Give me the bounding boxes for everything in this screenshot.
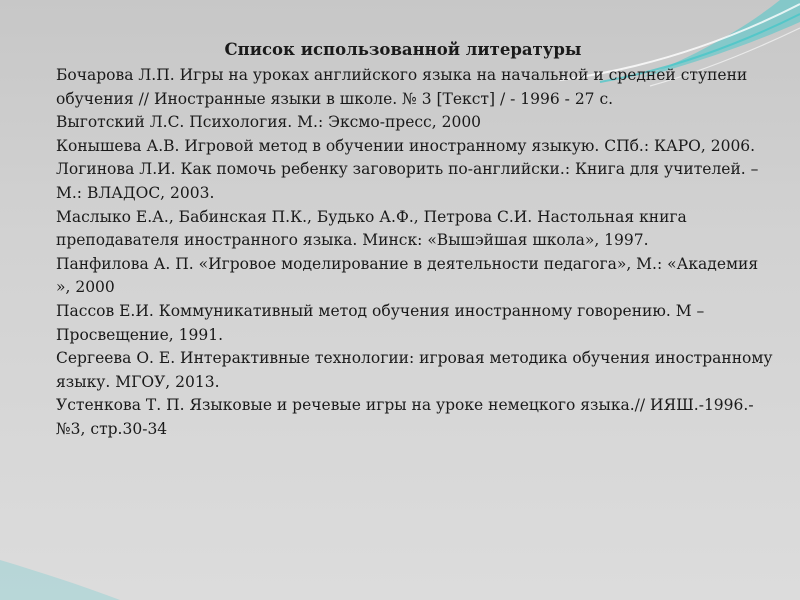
reference-item: Маслыко Е.А., Бабинская П.К., Будько А.Ф., Петрова С.И. Настольная книга преподавателя иностранного языка. Минск: «Вышэйшая школа», 1997. — [56, 207, 687, 250]
reference-list — [56, 64, 776, 442]
reference-item: Конышева А.В. Игровой метод в обучении иностранному языкую. СПб.: КАРО, 2006. — [56, 136, 756, 155]
reference-item: Панфилова А. П. «Игровое моделирование в деятельности педагога», М.: «Академия », 2000 — [56, 254, 759, 297]
reference-item: Сергеева О. Е. Интерактивные технологии: игровая методика обучения иностранному языку. МГОУ, 2013. — [56, 349, 773, 391]
page-title: Список использованной литературы — [224, 40, 582, 59]
reference-item: Бочарова Л.П. Игры на уроках английского языка на начальной и средней ступени обучения // Иностранные языки в школе. № 3 [Текст] / - 1996 - 27 с. — [56, 66, 748, 108]
reference-item: Пассов Е.И. Коммуникативный метод обучения иностранному говорению. М – Просвещение, 1991. — [56, 301, 705, 344]
reference-item: Логинова Л.И. Как помочь ребенку заговорить по-английски.: Книга для учителей. – М.: ВЛАДОС, 2003. — [56, 160, 759, 202]
bibliography — [56, 40, 776, 442]
wave-bottom-left-fill — [0, 560, 120, 600]
reference-item: Устенкова Т. П. Языковые и речевые игры на уроке немецкого языка.// ИЯШ.-1996.-№3, стр.30-34 — [56, 396, 754, 438]
reference-item: Выготский Л.С. Психология. М.: Эксмо-пресс, 2000 — [56, 113, 482, 132]
